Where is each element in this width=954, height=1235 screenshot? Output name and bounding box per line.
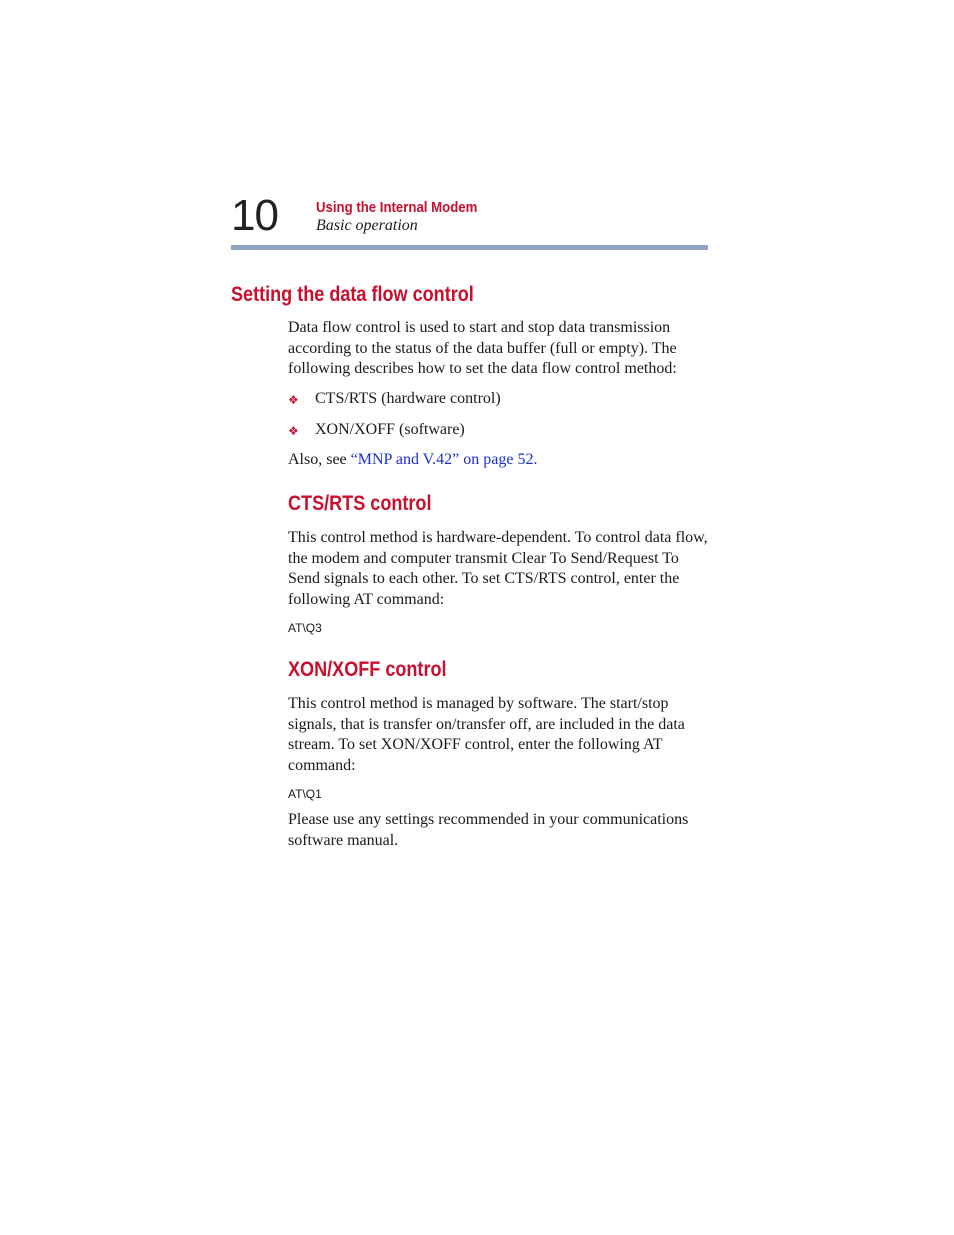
diamond-bullet-icon: ❖ <box>288 424 299 438</box>
closing-paragraph: Please use any settings recommended in your communications software manual. <box>288 811 689 849</box>
intro-paragraph: Data flow control is used to start and stop data transmission according to the status of the data buffer (full or empty). The following describes how to set the data flow control method: <box>288 319 677 377</box>
see-also-prefix: Also, see <box>288 451 351 468</box>
xon-xoff-heading: XON/XOFF control <box>288 658 447 681</box>
xon-xoff-command: AT\Q1 <box>288 787 322 801</box>
xon-xoff-paragraph: This control method is managed by software. The start/stop signals, that is transfer on/transfer off, are included in the data stream. To set XON/XOFF control, enter the following AT command: <box>288 695 685 774</box>
diamond-bullet-icon: ❖ <box>288 393 299 407</box>
cts-rts-heading: CTS/RTS control <box>288 492 432 515</box>
bullet-text: CTS/RTS (hardware control) <box>315 390 501 407</box>
see-also-line <box>288 450 708 471</box>
cts-rts-command: AT\Q3 <box>288 621 322 635</box>
page-number: 10 <box>231 191 278 240</box>
running-header-title: Using the Internal Modem <box>316 199 478 216</box>
bullet-text: XON/XOFF (software) <box>315 421 465 438</box>
section-heading: Setting the data flow control <box>231 283 474 306</box>
see-also-link[interactable]: “MNP and V.42” on page 52. <box>350 451 538 468</box>
cts-rts-paragraph: This control method is hardware-dependent. To control data flow, the modem and computer transmit Clear To Send/Request To Send signals to each other. To set CTS/RTS control, enter the following AT command: <box>288 529 708 608</box>
header-rule <box>231 245 708 250</box>
running-header-subtitle: Basic operation <box>316 217 418 234</box>
